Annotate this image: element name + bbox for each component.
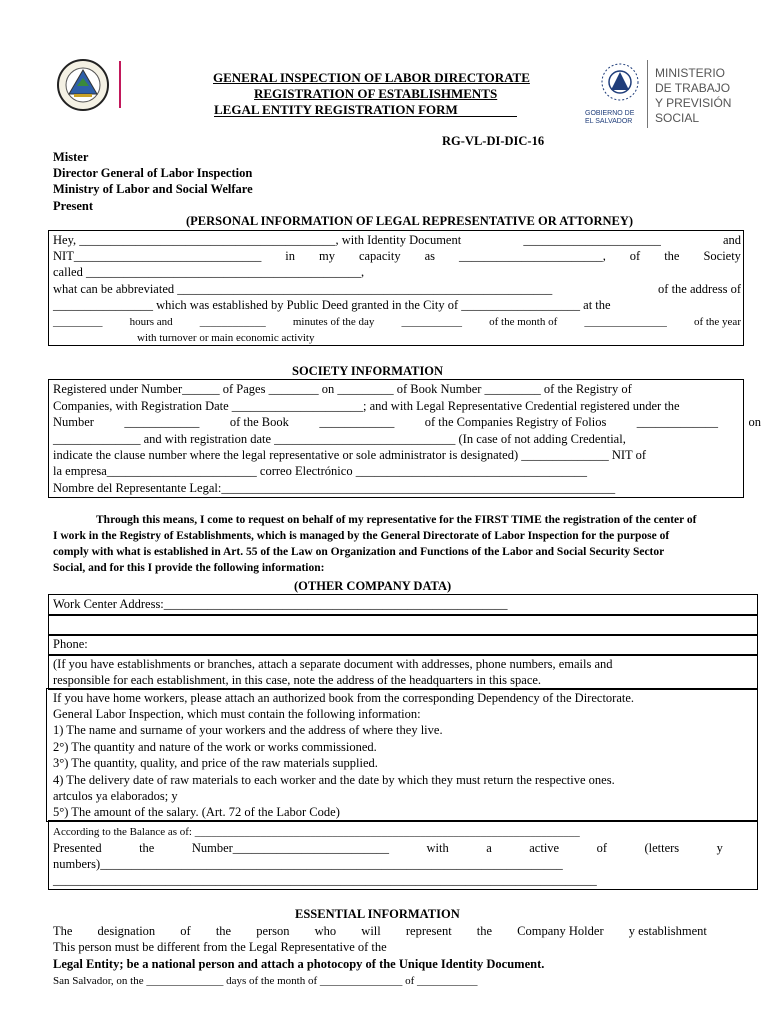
- header-line-1: GENERAL INSPECTION OF LABOR DIRECTORATE: [213, 70, 530, 85]
- essential-row-2: This person must be different from the Legal Representative of the: [53, 940, 387, 954]
- branches-line-2: responsible for each establishment, in this case, note the address of the headquarters in this space.: [53, 673, 542, 687]
- ministry-line-3: Y PREVISIÓN: [655, 96, 732, 110]
- home-line-1: If you have home workers, please attach an authorized book from the corresponding Dependency of the Directorate.: [53, 691, 635, 705]
- society-section-title: SOCIETY INFORMATION: [292, 364, 444, 378]
- personal-row-3[interactable]: called ____________________________________________,: [53, 265, 365, 279]
- logo-divider: [647, 60, 648, 128]
- home-line-8: 5°) The amount of the salary. (Art. 72 of the Labor Code): [53, 805, 340, 819]
- other-section-title: (OTHER COMPANY DATA): [294, 579, 452, 593]
- header-line-3: LEGAL ENTITY REGISTRATION FORM: [214, 102, 458, 117]
- personal-row-6[interactable]: _________ hours and ____________ minutes of the day ___________ of the month of _______________ of the year: [53, 316, 741, 328]
- home-line-7: artculos ya elaborados; y: [53, 789, 178, 803]
- blank-line-field[interactable]: _______________________________________________________________________________________: [53, 873, 597, 887]
- numbers-field[interactable]: numbers)__________________________________________________________________________: [53, 857, 563, 871]
- signature-date-row[interactable]: San Salvador, on the ______________ days of the month of _______________ of ___________: [53, 975, 478, 987]
- personal-row-1[interactable]: Hey, _________________________________________, with Identity Document ______________________ and: [53, 233, 741, 247]
- home-line-5: 3°) The quantity, quality, and price of the raw materials supplied.: [53, 756, 378, 770]
- request-line-2: I work in the Registry of Establishments, which is managed by the General Directorate of Labor Inspection for the purpose of: [53, 530, 670, 542]
- society-row-3[interactable]: Number ____________ of the Book ____________ of the Companies Registry of Folios _____________ on: [53, 415, 761, 429]
- header-line-2: REGISTRATION OF ESTABLISHMENTS: [254, 86, 498, 101]
- home-line-6: 4) The delivery date of raw materials to each worker and the date by which they must return the respective ones.: [53, 773, 615, 787]
- personal-row-4[interactable]: what can be abbreviated ____________________________________________________________ of the address of: [53, 282, 741, 296]
- work-center-field[interactable]: Work Center Address:_______________________________________________________: [53, 597, 508, 611]
- phone-field[interactable]: Phone:: [53, 637, 88, 651]
- addressee-ministry: Ministry of Labor and Social Welfare: [53, 182, 253, 196]
- addressee-mister: Mister: [53, 150, 89, 164]
- branches-line-1: (If you have establishments or branches, attach a separate document with addresses, phone numbers, emails and: [53, 657, 613, 671]
- personal-row-5[interactable]: ________________ which was established by Public Deed granted in the City of ___________________ at the: [53, 298, 611, 312]
- personal-row-2[interactable]: NIT______________________________ in my capacity as _______________________, of the Society: [53, 249, 741, 263]
- essential-row-3: Legal Entity; be a national person and attach a photocopy of the Unique Identity Document.: [53, 957, 545, 971]
- ministry-line-1: MINISTERIO: [655, 66, 726, 80]
- essential-section-title: ESSENTIAL INFORMATION: [295, 907, 460, 921]
- gov-label-1: GOBIERNO DE: [585, 110, 635, 117]
- request-line-3: comply with what is established in Art. 55 of the Law on Organization and Functions of the Labor and Social Security Sector: [53, 546, 665, 558]
- society-row-1[interactable]: Registered under Number______ of Pages ________ on _________ of Book Number _________ of the Registry of: [53, 382, 632, 396]
- balance-field[interactable]: According to the Balance as of: ______________________________________________________________________: [53, 826, 580, 838]
- personal-row-7[interactable]: with turnover or main economic activity: [137, 332, 315, 344]
- blank-box[interactable]: [48, 614, 758, 636]
- request-line-1: Through this means, I come to request on behalf of my representative for the FIRST TIME the registration of the center of: [96, 514, 697, 526]
- government-logo: [585, 60, 735, 130]
- addressee-present: Present: [53, 199, 94, 213]
- home-line-2: General Labor Inspection, which must contain the following information:: [53, 707, 421, 721]
- request-line-4: Social, and for this I provide the following information:: [53, 562, 325, 574]
- society-row-5[interactable]: indicate the clause number where the legal representative or sole administrator is designated) ______________ NIT of: [53, 448, 646, 462]
- home-line-3: 1) The name and surname of your workers and the address of where they live.: [53, 723, 443, 737]
- society-row-6[interactable]: la empresa________________________ correo Electrónico _____________________________________: [53, 464, 587, 478]
- ministry-line-4: SOCIAL: [655, 111, 700, 125]
- header-underline: [214, 116, 517, 117]
- society-row-7[interactable]: Nombre del Representante Legal:_______________________________________________________________: [53, 481, 616, 495]
- personal-section-title: (PERSONAL INFORMATION OF LEGAL REPRESENTATIVE OR ATTORNEY): [186, 214, 634, 228]
- presented-row[interactable]: Presented the Number_________________________ with a active of (letters y: [53, 841, 723, 855]
- home-line-4: 2°) The quantity and nature of the work or works commissioned.: [53, 740, 377, 754]
- society-row-2[interactable]: Companies, with Registration Date _____________________; and with Legal Representative Credential registered under the: [53, 399, 680, 413]
- ministry-line-2: DE TRABAJO: [655, 81, 731, 95]
- gov-label-2: EL SALVADOR: [585, 118, 633, 125]
- seal-logo: [50, 56, 125, 116]
- essential-row-1: The designation of the person who will represent the Company Holder y establishment: [53, 924, 707, 938]
- addressee-director: Director General of Labor Inspection: [53, 166, 253, 180]
- form-code: RG-VL-DI-DIC-16: [442, 134, 545, 148]
- society-row-4[interactable]: ______________ and with registration date _____________________________ (In case of not adding Credential,: [53, 432, 626, 446]
